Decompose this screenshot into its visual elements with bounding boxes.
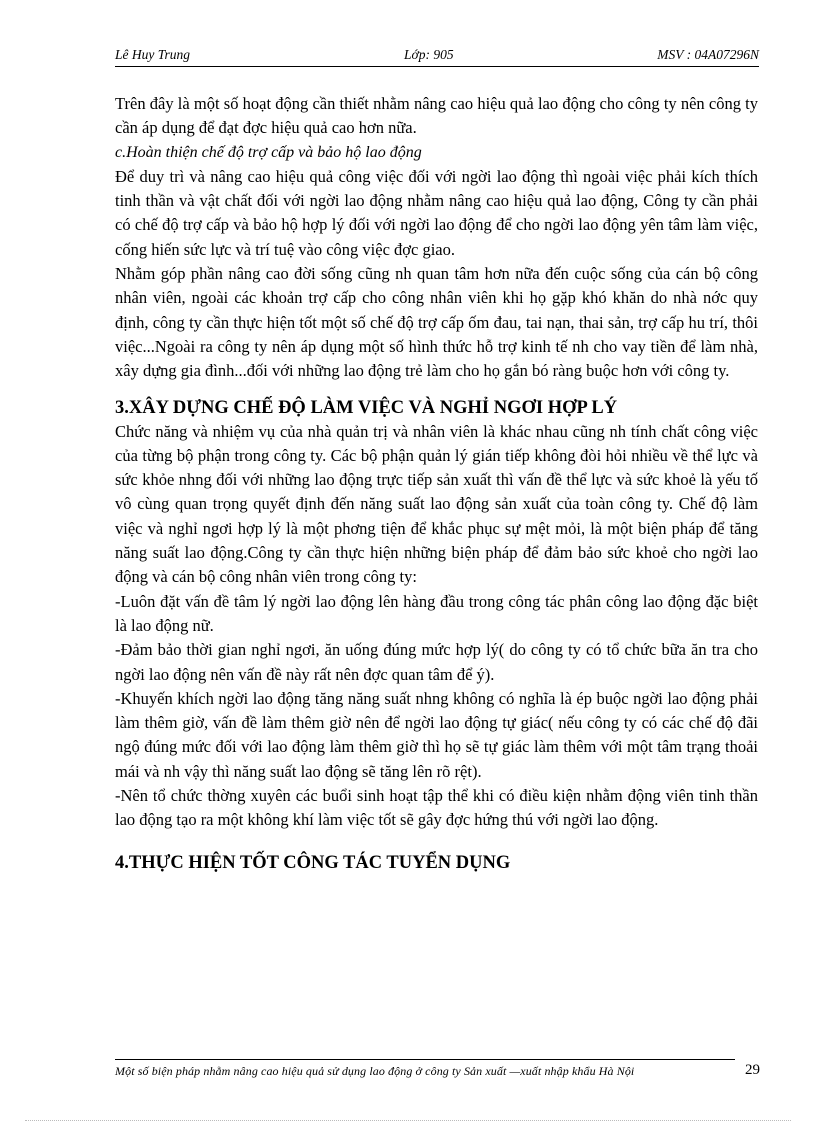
subheading-c: c.Hoàn thiện chế độ trợ cấp và bảo hộ lao động bbox=[115, 143, 422, 161]
bullet-4: -Nên tổ chức thờng xuyên các buổi sinh hoạt tập thể khi có điều kiện nhằm động viên tinh thần lao động tạo ra một không khí làm việc tốt sẽ gây đợc hứng thú với ngời lao động. bbox=[115, 786, 758, 830]
page-header bbox=[115, 47, 759, 65]
header-student-id: MSV : 04A07296N bbox=[657, 47, 759, 62]
bullet-1: -Luôn đặt vấn đề tâm lý ngời lao động lên hàng đầu trong công tác phân công lao động đặc biệt là lao động nữ. bbox=[115, 591, 758, 635]
page-bottom-border bbox=[25, 1120, 791, 1121]
header-class: Lớp: 905 bbox=[404, 47, 454, 62]
bullet-2: -Đảm bảo thời gian nghỉ ngơi, ăn uống đúng mức hợp lý( do công ty có tổ chức bữa ăn tra cho ngời lao động nên vấn đề này rất nên đợc quan tâm để ý). bbox=[115, 640, 758, 684]
page-footer bbox=[115, 1062, 760, 1080]
page-number: 29 bbox=[745, 1062, 760, 1078]
footer-title: Một số biện pháp nhằm nâng cao hiệu quả sử dụng lao động ở công ty Sản xuất —xuất nhập khẩu Hà Nội bbox=[115, 1064, 635, 1078]
paragraph-1: Để duy trì và nâng cao hiệu quả công việc đối với ngời lao động thì ngoài việc phải kích thích tinh thần và vật chất đối với ngời lao động nhằm nâng cao hiệu quả lao động, Công ty cần phải có chế độ trợ cấp và bảo hộ hợp lý đối với ngời lao động để cho ngời lao động yên tâm làm việc, cống hiến sức lực và trí tuệ vào công việc đợc giao. bbox=[115, 166, 758, 259]
footer-divider bbox=[115, 1059, 735, 1060]
header-author: Lê Huy Trung bbox=[115, 47, 191, 62]
paragraph-3: Chức năng và nhiệm vụ của nhà quản trị và nhân viên là khác nhau cũng nh tính chất công việc của từng bộ phận trong công ty. Các bộ phận quản lý gián tiếp không đòi hỏi nhiều về thể lực và sức khỏe nhng đối với những lao động trực tiếp sản xuất thì vấn đề thể lực và sức khoẻ là yếu tố vô cùng quan trọng quyết định đến năng suất lao động sản xuất của toàn công ty. Chế độ làm việc và nghỉ ngơi hợp lý là một phơng tiện để khắc phục sự mệt mỏi, là một biện pháp để tăng năng suất lao động.Công ty cần thực hiện những biện pháp để đảm bảo sức khoẻ cho ngời lao động và cán bộ công nhân viên trong công ty: bbox=[115, 421, 758, 587]
bullet-3: -Khuyến khích ngời lao động tăng năng suất nhng không có nghĩa là ép buộc ngời lao động phải làm thêm giờ, vấn đề làm thêm giờ nên để ngời lao động tự giác( nếu công ty có các chế độ đãi ngộ đúng mức đối với lao động làm thêm giờ thì họ sẽ tự giác làm thêm với một tâm trạng thoải mái và nh vậy thì năng suất lao động sẽ tăng lên rõ rệt). bbox=[115, 688, 758, 781]
document-body bbox=[115, 92, 758, 875]
paragraph-2: Nhằm góp phần nâng cao đời sống cũng nh quan tâm hơn nữa đến cuộc sống của cán bộ công nhân viên, ngoài các khoản trợ cấp cho công nhân viên khi họ gặp khó khăn do nhà nớc quy định, công ty cần thực hiện tốt một số chế độ trợ cấp ốm đau, tai nạn, thai sản, trợ cấp hu trí, thôi việc...Ngoài ra công ty nên áp dụng một số hình thức hỗ trợ kinh tế nh cho vay tiền để làm nhà, xây dựng gia đình...đối với những lao động trẻ làm cho họ gắn bó ràng buộc hơn với công ty. bbox=[115, 264, 758, 381]
section-heading-4: 4.THỰC HIỆN TỐT CÔNG TÁC TUYỂN DỤNG bbox=[115, 852, 511, 873]
section-heading-3: 3.XÂY DỰNG CHẾ ĐỘ LÀM VIỆC VÀ NGHỈ NGƠI HỢP LÝ bbox=[115, 397, 618, 418]
intro-paragraph: Trên đây là một số hoạt động cần thiết nhằm nâng cao hiệu quả lao động cho công ty nên công ty cần áp dụng để đạt đợc hiệu quả cao hơn nữa. bbox=[115, 94, 758, 138]
header-divider bbox=[115, 66, 759, 67]
